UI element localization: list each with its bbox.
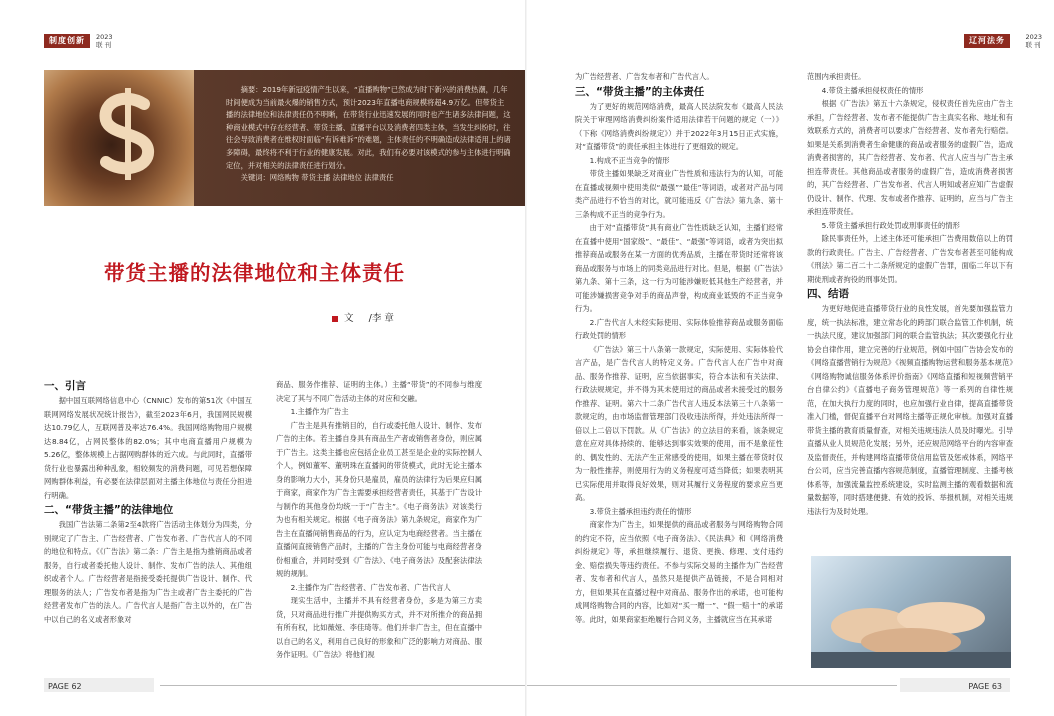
keywords: 关键词：网络购物 带货主播 法律地位 法律责任 [240, 173, 394, 183]
section-heading: 四、结语 [807, 288, 849, 300]
left-column-2 [276, 378, 482, 662]
abstract-text [226, 84, 511, 185]
paragraph: 由于对“直播带货”具有商业广告性质缺乏认知，主播们经常在直播中使用“国家级”、“最佳”、“最强”等词语，或者为突出拟推荐商品或服务在某一方面的优秀品质，主播在带货时还常将该商品或服务与市场上的同类竞品进行对比。但是，根据《广告法》第九条、第十三条，这一行为可能涉嫌贬低其他生产经营者，并可能涉嫌损害竞争对手的商品声誉，构成商业诋毁的不正当竞争行为。 [575, 223, 783, 313]
abstract-body: 摘要：2019年新冠疫情产生以来，“直播购物”已然成为时下新兴的消费热潮，几年时间便成为当前最火爆的销售方式，预计2023年直播电商规模将超4.9万亿。但带货主播的法律地位和法律责任仍不明晰，在带货行业迅速发展的同时也产生诸多法律问题，这种商业模式中存在经营者、带货主播、直播平台以及消费者四类主体，当发生纠纷时，往往会导致消费者在维权时面临“有诉难诉”的难题，主体责任的不明确造成法律适用上的诸多障碍，最终将不利于行业的健康发展。对此，我们有必要对该模式的参与主体进行明确定位，并对相关的法律责任进行划分。 [226, 85, 511, 170]
abstract-banner [44, 70, 526, 206]
section-header [964, 34, 1010, 48]
paragraph: 我国广告法第二条第2至4款将广告活动主体划分为四类，分别规定了广告主、广告经营者、广告发布者、广告代言人的不同的地位和特点。《《广告法》第二条：广告主是指为推销商品或者服务，自行或者委托他人设计、制作、发布广告的法人、其他组织或者个人。广告经营者是指接受委托提供广告设计、制作、代理服务的法人；广告发布者是指为广告主或者广告主委托的广告经营者发布广告的法人。广告代言人是指广告主以外的，在广告中以自己的名义或者形象对 [44, 520, 252, 624]
issue-info [1025, 33, 1042, 49]
paragraph: 2.广告代言人未经实际使用、实际体验推荐商品或服务面临行政处罚的情形 [575, 317, 783, 340]
paragraph: 为更好地促进直播带货行业的良性发展，首先要加强监管力度，统一执法标准，建立常态化的跨部门联合监管工作机制，统一执法尺度，建议加强部门间的联合监管执法；其次要强化行业协会自律作用，建立完善的行业规范，例如中国广告协会发布的《网络直播营销行为规范》《视频直播购物运营和服务基本规范》《网络购物诚信服务体系评价指南》《网络直播和短视频营销平台自律公约》《直播电子商务管理规范》等一系列的自律性规范，在加大执行力度的同时，也应加强行业自律，提高直播带货准入门槛，督促直播平台对网络主播等正规化审核。加强对直播带货主播的教育质量督查，对相关违规违法人员及时曝光。引导直播从业人员规范化发展；另外，还应规范网络平台的内容审查及监督责任，并构建网络直播带货信用监管及惩戒体系，网络平台公司，应当完善直播内容规范制度，直播管理制度、主播考核体系等，加强流量监控系统建设，实时监测主播的观看数据和流量数据等，同时搭建便捷、有效的投诉、举报机制，对相关违规违法行为及时处理。 [807, 304, 1013, 516]
issue-label: 联 刊 [96, 41, 112, 49]
paragraph: 商家作为广告主，如果提供的商品或者服务与网络购物合同的约定不符，应当依照《电子商务法》、《民法典》和《网络消费纠纷规定》等，承担继续履行、退货、更换、修理、支付违约金、赔偿损失等违约责任。不参与实际交易的主播作为广告经营者、发布者和代言人，虽然只是提供产品链接，不是合同相对方，但如果其在直播过程中对商品、服务作出的承诺，也可能构成网络购物合同的内容，比如对“买一赠一”、“假一赔十”的承诺等。此时，如果商家拒绝履行合同义务，主播就应当在其承诺 [575, 520, 783, 624]
paragraph: 为广告经营者、广告发布者和广告代言人。 [575, 72, 714, 81]
section-header-label: 辽河法务 [969, 36, 1005, 45]
handshake-icon [811, 556, 1011, 668]
issue-label: 联 刊 [1025, 41, 1041, 49]
paragraph: 根据《广告法》第五十六条规定，侵权责任首先应由广告主承担，广告经营者、发布者不能提供广告主真实名称、地址和有效联系方式的，消费者可以要求广告经营者、发布者先行赔偿。如果是关系到消费者生命健康的商品或者服务的虚假广告，造成消费者损害的，其广告经营者、发布者、代言人应当与广告主承担连带责任。其他商品或者服务的虚假广告，造成消费者损害的，其广告经营者、广告发布者、代言人明知或者应知广告虚假仍设计、制作、代理、发布或者作推荐、证明的，应当与广告主承担连带责任。 [807, 99, 1013, 216]
issue-year: 2023 [96, 33, 113, 41]
byline-wen: 文 [344, 313, 354, 324]
paragraph: 现实生活中，主播并不具有经营者身份，多是为第三方卖货，只对商品进行推广并提供购买方式，并不对所推介的商品拥有所有权，比如薇娅、李佳琦等。他们并非广告主，但在直播中以自己的名义，利用自己良好的形象和广泛的影响力对商品、服务作证明。《广告法》将他们视 [276, 596, 482, 659]
section-heading: 二、“带货主播”的法律地位 [44, 504, 174, 516]
paragraph: 3.带货主播承担违约责任的情形 [589, 506, 692, 516]
paragraph: 为了更好的规范网络消费，最高人民法院发布《最高人民法院关于审理网络消费纠纷案件适用法律若干问题的规定（一）》（下称《网络消费纠纷规定》）并于2022年3月15日正式实施，对“直播带货”的责任承担主体进行了更细致的规定。 [575, 101, 783, 151]
right-column-2 [807, 70, 1013, 518]
right-page [527, 0, 1054, 716]
paragraph: 5.带货主播承担行政处罚或刑事责任的情形 [821, 220, 960, 230]
paragraph: 带货主播如果缺乏对商业广告性质和违法行为的认知，可能在直播或视频中使用类似“最强”“最佳”等词语，或者对产品与同类产品进行不恰当的对比，就可能违反《广告法》第九条、第十三条构成不正当的竞争行为。 [575, 169, 783, 219]
byline-author: /李 章 [368, 313, 394, 324]
issue-year: 2023 [1025, 33, 1042, 41]
byline-marker [332, 316, 338, 322]
paragraph: 除民事责任外，上述主体还可能承担广告费用数倍以上的罚款的行政责任。广告主、广告经营者、广告发布者甚至可能构成《刑法》第二百二十二条所规定的虚假广告罪，面临二年以下有期徒刑或者拘役的刑事处罚。 [807, 234, 1013, 284]
paragraph: 范围内承担责任。 [807, 72, 866, 81]
paragraph: 据中国互联网络信息中心（CNNIC）发布的第51次《中国互联网网络发展状况统计报告》，截至2023年6月，我国网民规模达10.79亿人，互联网普及率达76.4%。我国网络购物用户规模达8.84亿，占网民整体的82.0%；其中电商直播用户规模为5.26亿，整体规模上占据网购群体的近六成。与此同时，直播带货行业也暴露出种种乱象，相较频发的消费问题，可见若想保障网购群体利益，有必要在法律层面对主播主体地位与责任分担进行明确。 [44, 396, 252, 500]
paragraph: 《广告法》第三十八条第一款规定，实际使用、实际体验代言产品，是广告代言人的特定义务。广告代言人在广告中对商品、服务作推荐、证明，应当依据事实，符合本法和有关法律、行政法规规定，并不得为其未使用过的商品或者未接受过的服务作推荐、证明。第六十二条广告代言人违反本法第三十八条第一款规定的，由市场监督管理部门没收违法所得，并处违法所得一倍以上二倍以下罚款。从《广告法》的立法目的来看，该条规定意在应对具体持续的、能够达到事实效果的使用，而不是象征性的、偶发性的、无法产生正常感受的使用，如果主播在带货时仅为一般性推荐，则使用行为的义务程度可适当降低；如果表明其已实际使用并取得良好效果，则对其履行义务程度的要求应当更高。 [575, 344, 783, 502]
article-title: 带货主播的法律地位和主体责任 [104, 261, 405, 285]
issue-info [96, 33, 113, 49]
paragraph: 4.带货主播承担侵权责任的情形 [821, 85, 924, 95]
left-column-1 [44, 378, 252, 626]
paragraph: 1.构成不正当竞争的情形 [589, 155, 670, 165]
footer-rule [527, 685, 897, 686]
paragraph: 商品、服务作推荐、证明的主体。）主播“带货”的不同参与维度决定了其与不同广告活动主体的对应和交融。 [276, 380, 482, 403]
section-header [44, 34, 90, 48]
paragraph: 1.主播作为广告主 [290, 407, 349, 416]
byline [332, 310, 394, 324]
hands-photo [811, 556, 1011, 668]
right-column-1 [575, 70, 783, 626]
page-number: PAGE 63 [968, 682, 1002, 691]
section-header-label: 制度创新 [49, 36, 85, 45]
footer-rule [160, 685, 526, 686]
dollar-sign-image [44, 70, 194, 206]
paragraph: 广告主是具有推销目的，自行或委托他人设计、制作、发布广告的主体。若主播自身具有商品生产者或销售者身份，则应属于广告主。这类主播也应包括企业员工甚至是企业的实际控制人个人，例如董军、董明珠在直播间的带货模式，此时无论主播本身的影响力大小，其身份只是雇员，雇员的法律行为后果应归属于商家，商家作为广告主需要承担经营者责任，其基于广告设计与制作的其他身份均统一于“广告主”。《电子商务法》对该类行为也有相关规定。根据《电子商务法》第九条规定，商家作为广告主在直播间销售商品的行为，应认定为电商经营者。当主播在直播间直接销售产品时，主播的广告主身份可能与电商经营者身份相重合，并同时受到《广告法》、《电子商务法》及配套法律法规的规制。 [276, 420, 482, 578]
paragraph: 2.主播作为广告经营者、广告发布者、广告代言人 [290, 582, 451, 592]
section-heading: 三、“带货主播”的主体责任 [575, 85, 705, 98]
section-heading: 一、引言 [44, 380, 86, 392]
page-number: PAGE 62 [48, 682, 82, 691]
dollar-icon [84, 84, 174, 184]
